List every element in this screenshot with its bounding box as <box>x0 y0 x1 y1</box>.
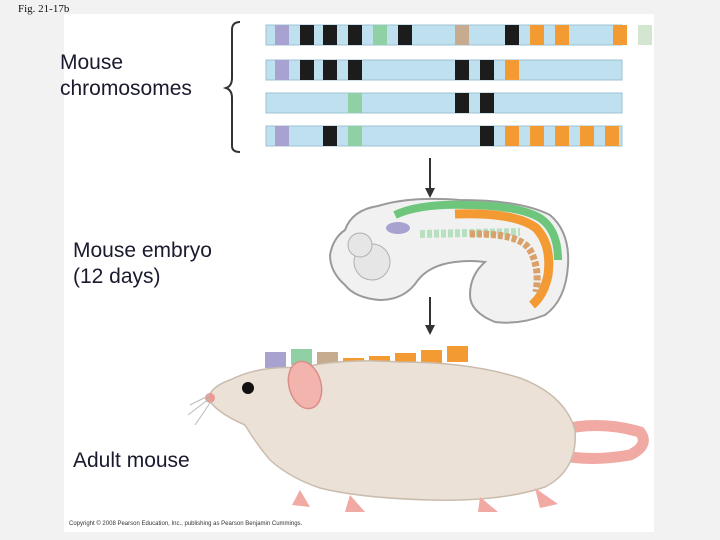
chromosome-gene-band <box>480 60 494 80</box>
chromosome-gene-band <box>580 126 594 146</box>
chromosome-gene-band <box>505 25 519 45</box>
embryo-label <box>73 238 212 290</box>
chromosomes-label <box>60 50 192 102</box>
chromosome-gene-band <box>275 60 289 80</box>
adult-label: Adult mouse <box>73 449 190 472</box>
chromosome-bar <box>266 93 622 113</box>
chromosome-gene-band <box>275 126 289 146</box>
chromosome-gene-band <box>275 25 289 45</box>
chromosome-gene-band <box>555 25 569 45</box>
chromosome-bars <box>266 25 652 146</box>
chromosome-gene-band <box>455 25 469 45</box>
copyright-text: Copyright © 2008 Pearson Education, Inc., publishing as Pearson Benjamin Cummings. <box>69 521 303 527</box>
chromosome-gene-band <box>373 25 387 45</box>
chromosome-gene-band <box>480 126 494 146</box>
arrow-down-icon <box>425 158 435 198</box>
chromosome-gene-band <box>323 60 337 80</box>
chromosome-gene-band <box>505 60 519 80</box>
segment-block <box>265 352 286 368</box>
chromosome-gene-band <box>348 25 362 45</box>
segment-block <box>447 346 468 362</box>
chromosome-gene-band <box>455 93 469 113</box>
chromosome-gene-band <box>323 126 337 146</box>
chromosome-gene-band <box>605 126 619 146</box>
chromosome-gene-band <box>300 25 314 45</box>
chromosome-gene-band <box>530 126 544 146</box>
mouse-embryo-illustration <box>330 199 568 323</box>
chromosome-gene-band <box>613 25 627 45</box>
chromosome-gene-band <box>555 126 569 146</box>
arrow-down-icon <box>425 297 435 335</box>
adult-mouse-illustration <box>188 358 643 512</box>
chromosome-gene-band <box>300 60 314 80</box>
chromosomes-label-line2: chromosomes <box>60 77 192 100</box>
chromosome-gene-band <box>530 25 544 45</box>
chromosome-gene-band <box>398 25 412 45</box>
chromosome-gene-band <box>480 93 494 113</box>
chromosome-bracket <box>226 22 240 152</box>
figure-label: Fig. 21-17b <box>18 3 70 15</box>
chromosome-gene-band <box>505 126 519 146</box>
embryo-label-line2: (12 days) <box>73 265 161 288</box>
chromosome-gene-band <box>348 60 362 80</box>
embryo-label-line1: Mouse embryo <box>73 239 212 262</box>
chromosomes-label-line1: Mouse <box>60 51 124 74</box>
chromosome-gene-band <box>348 126 362 146</box>
chromosome-gene-band <box>638 25 652 45</box>
chromosome-gene-band <box>455 60 469 80</box>
chromosome-bar <box>266 60 622 80</box>
chromosome-gene-band <box>348 93 362 113</box>
chromosome-gene-band <box>323 25 337 45</box>
